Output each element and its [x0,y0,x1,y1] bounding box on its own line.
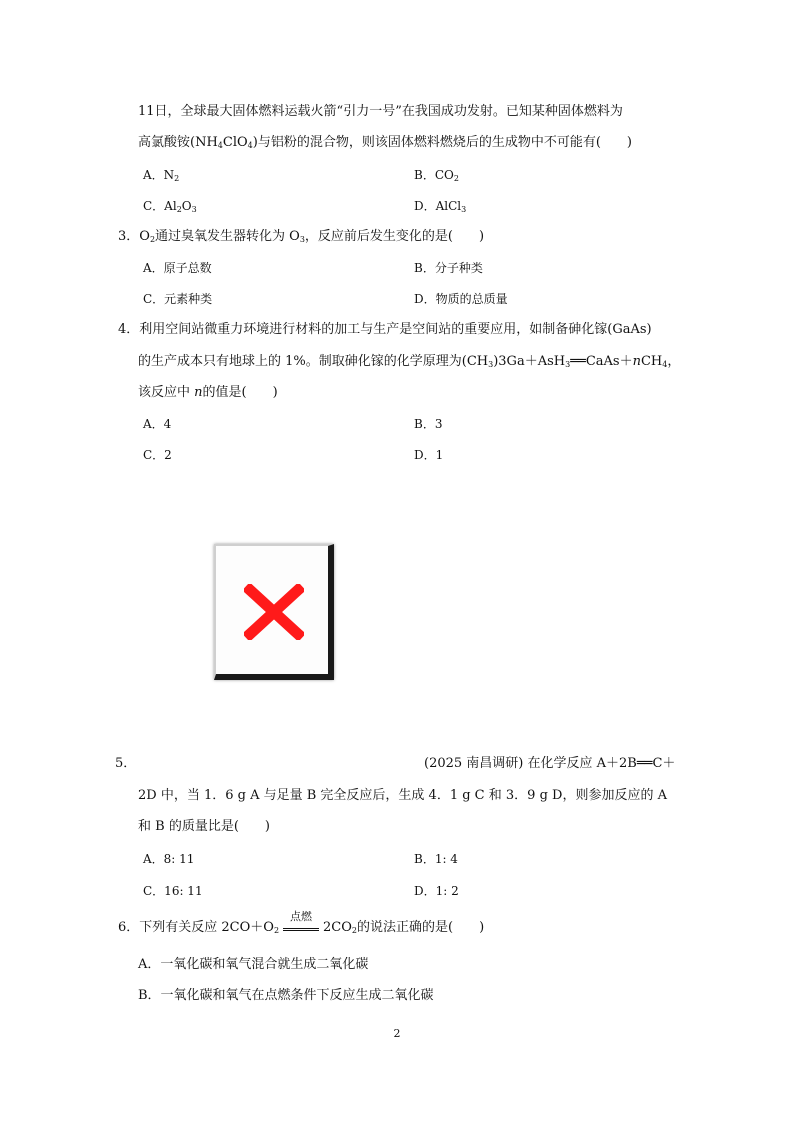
q3-stem: 3．$O_2$通过臭氧发生器转化为 $O_3$，反应前后发生变化的是( ) [118,229,485,244]
q6-option-a: A．一氧化碳和氧气混合就生成二氧化碳 [138,957,369,972]
q4-option-b: B．3 [414,417,443,431]
q3-option-d: D．物质的总质量 [414,292,508,306]
q3-option-b: B．分子种类 [414,261,483,275]
q4-stem-line2: 的生产成本只有地球上的 1%。制取砷化镓的化学原理为$(CH_3)3Ga+AsH_3══CaAs+nCH_4$， [138,354,681,369]
q2-option-d: D．AlCl$_3$ [414,199,467,214]
q2-option-b: B．$CO_2$ [414,168,459,183]
q6-stem: 6．下列有关反应 $2CO+O_2$ 点燃 $2CO_2$的说法正确的是( ) [118,910,485,935]
q2-option-a: A．$N_2$ [143,168,180,183]
q4-option-a: A．4 [143,417,172,431]
q5-number: 5． [115,756,137,771]
q4-stem-line1: 4．利用空间站微重力环境进行材料的加工与生产是空间站的重要应用，如制备砷化镓(GaAs) [118,322,652,337]
reaction-condition: 点燃 [283,919,319,931]
page-number: 2 [393,1027,401,1040]
q4-option-c: C．2 [143,448,172,462]
q5-stem-line3: 和 B 的质量比是( ) [138,819,270,834]
q5-stem-line2: 2D 中，当 1．6 g A 与足量 B 完全反应后，生成 4．1 g C 和 3．9 g D，则参加反应的 A [138,788,667,803]
broken-image-placeholder [214,544,334,680]
q5-option-d: D．1: 2 [414,884,459,898]
q5-option-b: B．1: 4 [414,852,458,866]
broken-image-x-icon [244,584,304,640]
q2-option-c: C．$Al_2O_3$ [143,199,197,214]
q3-option-a: A．原子总数 [143,261,212,275]
q4-stem-line3: 该反应中 n的值是( ) [138,385,278,400]
q4-option-d: D．1 [414,448,444,462]
q2-stem-line2: 高氯酸铵$(NH_4ClO_4)$与铝粉的混合物，则该固体燃料燃烧后的生成物中不可能有( ) [138,135,632,150]
q5-option-c: C．16: 11 [143,884,203,898]
q5-option-a: A．8: 11 [143,852,195,866]
q6-option-b: B．一氧化碳和氧气在点燃条件下反应生成二氧化碳 [138,988,434,1003]
q5-stem-line1: (2025 南昌调研) 在化学反应 A＋2B══C＋ [424,756,676,771]
q2-stem-line1: 11日，全球最大固体燃料运载火箭“引力一号”在我国成功发射。已知某种固体燃料为 [138,104,623,119]
q3-option-c: C．元素种类 [143,292,213,306]
